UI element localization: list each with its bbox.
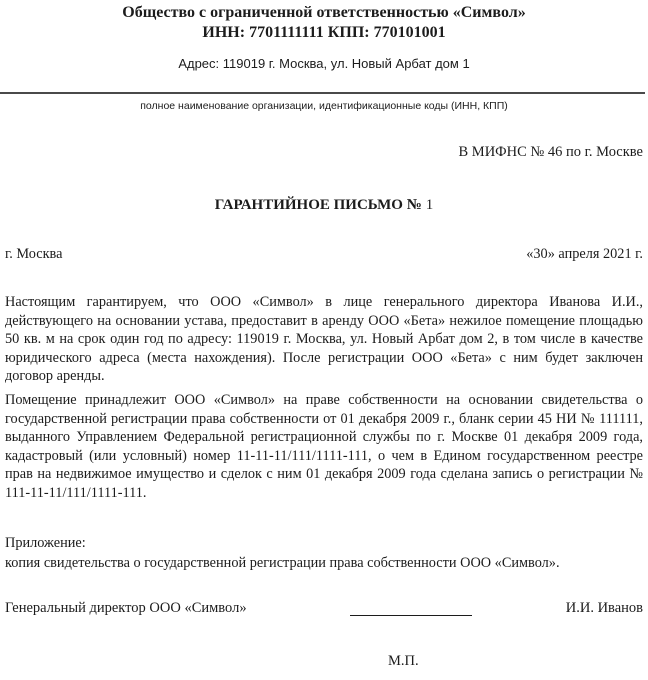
signature-name: И.И. Иванов bbox=[565, 600, 643, 616]
header-divider-line bbox=[0, 92, 645, 94]
signature-position-label: Генеральный директор ООО «Символ» bbox=[5, 600, 247, 616]
attachment-label: Приложение: bbox=[5, 535, 86, 551]
signature-line bbox=[350, 615, 472, 616]
dateline-city: г. Москва bbox=[5, 246, 63, 262]
dateline bbox=[5, 245, 643, 263]
letter-title bbox=[0, 196, 648, 215]
dateline-date: «30» апреля 2021 г. bbox=[526, 246, 643, 262]
stamp-placeholder: М.П. bbox=[388, 653, 419, 669]
org-codes: ИНН: 7701111111 КПП: 770101001 bbox=[202, 24, 446, 41]
signature-row bbox=[5, 599, 643, 623]
org-address: Адрес: 119019 г. Москва, ул. Новый Арбат дом 1 bbox=[178, 56, 470, 71]
letter-title-number: 1 bbox=[425, 197, 434, 213]
body-paragraph-guarantee: Настоящим гарантируем, что ООО «Символ» в лице генерального директора Иванова И.И., действующего на основании устава, предоставит в аренду ООО «Бета» нежилое помещение площадью 50 кв. м на срок один год по адресу: 119019 г. Москва, ул. Новый Арбат дом 2, в том числе в качестве юридического адреса (места нахождения). После регистрации ООО «Бета» с ним будет заключен договор аренды. bbox=[5, 294, 643, 385]
header-divider-caption: полное наименование организации, идентификационные коды (ИНН, КПП) bbox=[140, 100, 508, 112]
body-paragraph-ownership: Помещение принадлежит ООО «Символ» на праве собственности на основании свидетельства о государственной регистрации права собственности от 01 декабря 2009 г., бланк серии 45 НИ № 111111, выданного Управлением Федеральной регистрационной службы по г. Москве 01 декабря 2009 года, кадастровый (или условный) номер 11-11-11/111/1111-111, о чем в Едином государственном реестре прав на недвижимое имущество и сделок с ним 01 декабря 2009 года сделана запись о регистрации № 111-11-11/111/1111-111. bbox=[5, 392, 643, 501]
letter-title-label: ГАРАНТИЙНОЕ ПИСЬМО № bbox=[214, 197, 422, 213]
attachment-block bbox=[5, 533, 643, 573]
org-name: Общество с ограниченной ответственностью «Символ» bbox=[122, 4, 526, 21]
attachment-item: копия свидетельства о государственной регистрации права собственности ООО «Символ». bbox=[5, 555, 560, 571]
recipient-line: В МИФНС № 46 по г. Москве bbox=[458, 144, 643, 160]
